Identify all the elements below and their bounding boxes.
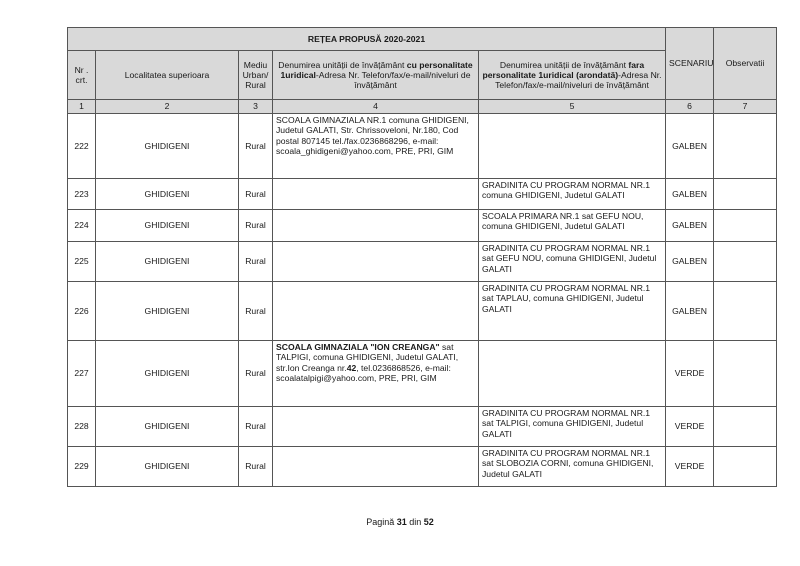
- row-mediu: Rural: [239, 282, 273, 341]
- table-row: [68, 407, 777, 447]
- table-title: REȚEA PROPUSĂ 2020-2021: [68, 28, 666, 51]
- row-unitate-fara-pj: GRADINITA CU PROGRAM NORMAL NR.1 sat TAPLAU, comuna GHIDIGENI, Judetul GALATI: [479, 282, 666, 341]
- header-col5-pre: Denumirea unității de învățământ: [499, 59, 629, 70]
- column-number-row: [68, 100, 777, 114]
- row-unitate-fara-pj: [479, 341, 666, 407]
- row-unitate-fara-pj: GRADINITA CU PROGRAM NORMAL NR.1 sat SLOBOZIA CORNI, comuna GHIDIGENI, Judetul GALATI: [479, 447, 666, 487]
- table-row: [68, 341, 777, 407]
- row-nr: 227: [68, 341, 96, 407]
- row-localitate: GHIDIGENI: [96, 114, 239, 179]
- row-nr: 228: [68, 407, 96, 447]
- total-page-count: 52: [423, 517, 434, 527]
- row-observatii: [714, 447, 777, 487]
- school-name: SCOALA GIMNAZIALA "ION CREANGA": [276, 342, 440, 352]
- table-row: [68, 114, 777, 179]
- row-scenariu: GALBEN: [666, 282, 714, 341]
- header-nr-crt: Nr . crt.: [68, 51, 96, 100]
- row-scenariu: GALBEN: [666, 242, 714, 282]
- row-unitate-cu-pj: [273, 210, 479, 242]
- row-localitate: GHIDIGENI: [96, 210, 239, 242]
- col-number: 6: [666, 100, 714, 114]
- row-observatii: [714, 114, 777, 179]
- header-scenariu: SCENARIU: [666, 28, 714, 100]
- row-unitate-cu-pj: [273, 179, 479, 210]
- table-row: [68, 447, 777, 487]
- row-observatii: [714, 210, 777, 242]
- row-nr: 226: [68, 282, 96, 341]
- row-localitate: GHIDIGENI: [96, 341, 239, 407]
- row-observatii: [714, 407, 777, 447]
- col-number: 1: [68, 100, 96, 114]
- header-mediu: Mediu Urban/ Rural: [239, 51, 273, 100]
- header-unitate-fara-personalitate: [479, 51, 666, 100]
- row-unitate-fara-pj: GRADINITA CU PROGRAM NORMAL NR.1 sat TALPIGI, comuna GHIDIGENI, Judetul GALATI: [479, 407, 666, 447]
- row-observatii: [714, 282, 777, 341]
- row-unitate-cu-pj: [273, 447, 479, 487]
- row-unitate-fara-pj: [479, 114, 666, 179]
- row-unitate-fara-pj: SCOALA PRIMARA NR.1 sat GEFU NOU, comuna GHIDIGENI, Judetul GALATI: [479, 210, 666, 242]
- row-mediu: Rural: [239, 210, 273, 242]
- row-unitate-cu-pj: SCOALA GIMNAZIALA NR.1 comuna GHIDIGENI, Judetul GALATI, Str. Chrissoveloni, Nr.180, Cod postal 807145 tel./fax.0236868296, e-mail: scoala_ghidigeni@yahoo.com, PRE, PRI, GIM: [273, 114, 479, 179]
- row-observatii: [714, 179, 777, 210]
- row-scenariu: VERDE: [666, 407, 714, 447]
- row-localitate: GHIDIGENI: [96, 179, 239, 210]
- current-page-number: 31: [396, 517, 407, 527]
- table-row: [68, 282, 777, 341]
- col-number: 5: [479, 100, 666, 114]
- row-observatii: [714, 242, 777, 282]
- row-observatii: [714, 341, 777, 407]
- header-col5-bold: fara personalitate 1uridical (arondată): [482, 59, 645, 80]
- table-row: [68, 210, 777, 242]
- header-col4-post: -Adresa Nr. Telefon/fax/e-mail/niveluri de învățământ: [315, 69, 471, 91]
- row-unitate-cu-pj: [273, 341, 479, 407]
- row-mediu: Rural: [239, 114, 273, 179]
- header-col4-pre: Denumirea unității de învățământ: [278, 59, 407, 70]
- row-unitate-fara-pj: GRADINITA CU PROGRAM NORMAL NR.1 sat GEFU NOU, comuna GHIDIGENI, Judetul GALATI: [479, 242, 666, 282]
- footer-mid: din: [406, 517, 424, 527]
- row-unitate-cu-pj: [273, 407, 479, 447]
- row-mediu: Rural: [239, 341, 273, 407]
- row-scenariu: VERDE: [666, 341, 714, 407]
- col-number: 3: [239, 100, 273, 114]
- row-localitate: GHIDIGENI: [96, 242, 239, 282]
- row-mediu: Rural: [239, 407, 273, 447]
- school-contact: , tel.0236868526, e-mail: scoalatalpigi@yahoo.com, PRE, PRI, GIM: [276, 362, 451, 383]
- col-number: 7: [714, 100, 777, 114]
- row-unitate-cu-pj: [273, 282, 479, 341]
- row-scenariu: GALBEN: [666, 210, 714, 242]
- row-mediu: Rural: [239, 447, 273, 487]
- header-col5-post: -Adresa Nr. Telefon/fax/e-mail/niveluri de învățământ: [495, 69, 662, 91]
- row-nr: 225: [68, 242, 96, 282]
- row-mediu: Rural: [239, 242, 273, 282]
- header-col4-bold: cu personalitate 1uridical: [280, 59, 473, 80]
- row-unitate-fara-pj: GRADINITA CU PROGRAM NORMAL NR.1 comuna GHIDIGENI, Judetul GALATI: [479, 179, 666, 210]
- table-row: [68, 242, 777, 282]
- row-scenariu: VERDE: [666, 447, 714, 487]
- table-row: [68, 179, 777, 210]
- header-unitate-cu-personalitate: [273, 51, 479, 100]
- row-nr: 224: [68, 210, 96, 242]
- row-nr: 223: [68, 179, 96, 210]
- header-observatii: Observatii: [714, 28, 777, 100]
- page-footer: [0, 517, 800, 527]
- header-localitatea: Localitatea superioara: [96, 51, 239, 100]
- row-nr: 222: [68, 114, 96, 179]
- school-address: sat TALPIGI, comuna GHIDIGENI, Judetul GALATI, str.Ion Creanga nr.: [276, 342, 459, 373]
- row-unitate-cu-pj: [273, 242, 479, 282]
- row-scenariu: GALBEN: [666, 114, 714, 179]
- row-scenariu: GALBEN: [666, 179, 714, 210]
- row-mediu: Rural: [239, 179, 273, 210]
- school-network-table: [67, 27, 777, 487]
- row-nr: 229: [68, 447, 96, 487]
- col-number: 2: [96, 100, 239, 114]
- footer-prefix: Pagină: [366, 517, 397, 527]
- col-number: 4: [273, 100, 479, 114]
- row-localitate: GHIDIGENI: [96, 447, 239, 487]
- street-number: 42: [346, 362, 357, 373]
- row-localitate: GHIDIGENI: [96, 282, 239, 341]
- row-localitate: GHIDIGENI: [96, 407, 239, 447]
